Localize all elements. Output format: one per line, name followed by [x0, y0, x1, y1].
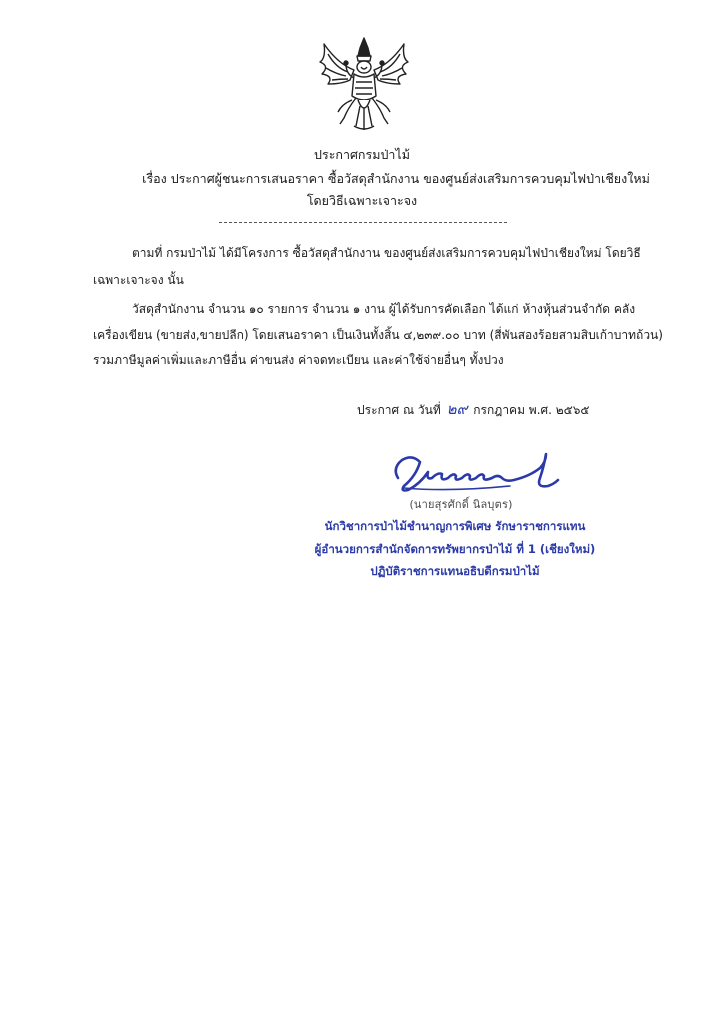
- document-title: ประกาศกรมป่าไม้: [314, 147, 410, 162]
- signatory-name: (นายสุรศักดิ์ นิลบุตร): [409, 498, 513, 511]
- paragraph-2-line-3: รวมภาษีมูลค่าเพิ่มและภาษีอื่น ค่าขนส่ง ค่าจดทะเบียน และค่าใช้จ่ายอื่นๆ ทั้งปวง: [93, 353, 504, 367]
- paragraph-1-line-2: เฉพาะเจาะจง นั้น: [93, 273, 184, 287]
- document-subject-method: โดยวิธีเฉพาะเจาะจง: [306, 193, 418, 208]
- paragraph-1-line-1: ตามที่ กรมป่าไม้ ได้มีโครงการ ซื้อวัสดุสำนักงาน ของศูนย์ส่งเสริมการควบคุมไฟป่าเชียงใหม่ โดยวิธี: [132, 246, 641, 260]
- announcement-date: [357, 399, 589, 420]
- garuda-emblem-icon: [312, 34, 416, 134]
- paragraph-2-line-2: เครื่องเขียน (ขายส่ง,ขายปลีก) โดยเสนอราคา เป็นเงินทั้งสิ้น ๔,๒๓๙.๐๐ บาท (สี่พันสองร้อยสามสิบเก้าบาทถ้วน): [93, 328, 663, 342]
- announcement-suffix: กรกฎาคม พ.ศ. ๒๕๖๕: [473, 403, 590, 417]
- announcement-prefix: ประกาศ ณ วันที่: [357, 403, 441, 417]
- handwritten-signature: [390, 448, 560, 498]
- signatory-position-3: ปฏิบัติราชการแทนอธิบดีกรมป่าไม้: [370, 564, 540, 578]
- announcement-day: ๒๙: [446, 400, 468, 418]
- signatory-position-1: นักวิชาการป่าไม้ชำนาญการพิเศษ รักษาราชการแทน: [324, 519, 586, 533]
- header-divider: [219, 222, 507, 223]
- signatory-position-2: ผู้อำนวยการสำนักจัดการทรัพยากรป่าไม้ ที่ 1 (เชียงใหม่): [314, 542, 596, 556]
- document-subject: เรื่อง ประกาศผู้ชนะการเสนอราคา ซื้อวัสดุสำนักงาน ของศูนย์ส่งเสริมการควบคุมไฟป่าเชียงใหม่: [142, 171, 650, 186]
- paragraph-2-line-1: วัสดุสำนักงาน จำนวน ๑๐ รายการ จำนวน ๑ งาน ผู้ได้รับการคัดเลือก ได้แก่ ห้างหุ้นส่วนจำกัด คลัง: [132, 302, 636, 316]
